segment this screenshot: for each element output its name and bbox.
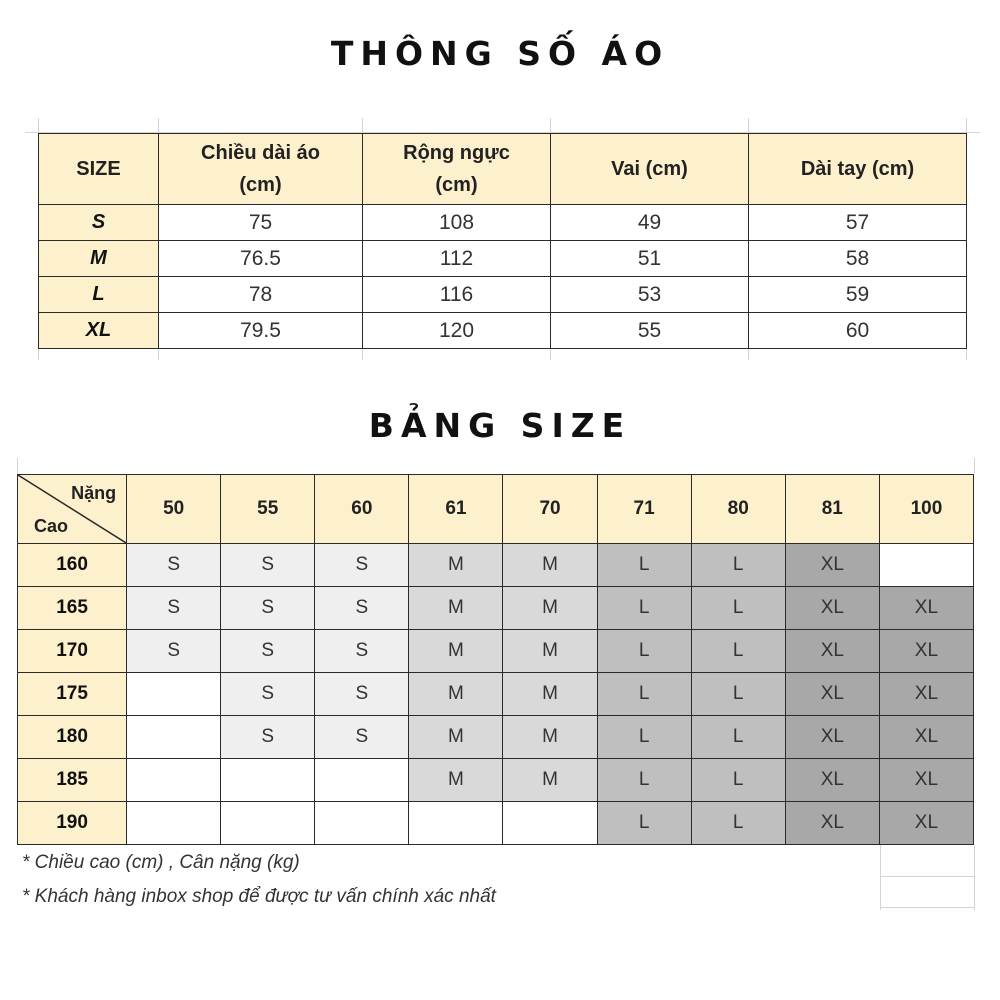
spec-size-label: M: [39, 241, 159, 277]
weight-header: 71: [597, 475, 691, 544]
size-row: [18, 544, 974, 587]
empty-cell: [127, 759, 221, 802]
size-cell: M: [409, 673, 503, 716]
size-cell: S: [221, 587, 315, 630]
size-cell: S: [315, 716, 409, 759]
size-row: [18, 716, 974, 759]
size-cell: XL: [785, 802, 879, 845]
empty-cell: [503, 802, 597, 845]
size-cell: L: [597, 544, 691, 587]
size-row: [18, 673, 974, 716]
size-cell: S: [221, 716, 315, 759]
note-units: * Chiều cao (cm) , Cân nặng (kg): [22, 852, 300, 873]
spec-row: [39, 241, 967, 277]
spec-header-size: SIZE: [39, 134, 159, 205]
weight-header: 70: [503, 475, 597, 544]
weight-header-row: [18, 475, 974, 544]
size-cell: M: [503, 759, 597, 802]
size-cell: L: [597, 759, 691, 802]
gridline: [880, 907, 975, 908]
size-cell: S: [221, 673, 315, 716]
size-chart-title: BẢNG SIZE: [368, 406, 632, 445]
spec-cell: 112: [363, 241, 551, 277]
height-label: 160: [18, 544, 127, 587]
empty-cell: [127, 802, 221, 845]
empty-cell: [879, 544, 973, 587]
spec-table: [38, 133, 967, 349]
spec-cell: 78: [159, 277, 363, 313]
spec-cell: 108: [363, 205, 551, 241]
size-cell: L: [691, 630, 785, 673]
size-cell: XL: [785, 544, 879, 587]
spec-cell: 75: [159, 205, 363, 241]
spec-cell: 55: [551, 313, 749, 349]
spec-row: [39, 313, 967, 349]
size-cell: M: [503, 544, 597, 587]
size-cell: L: [691, 544, 785, 587]
size-cell: L: [691, 587, 785, 630]
gridline: [974, 458, 975, 474]
corner-header: [18, 475, 127, 544]
weight-header: 80: [691, 475, 785, 544]
corner-height-label: Cao: [34, 516, 69, 536]
weight-header: 100: [879, 475, 973, 544]
height-label: 185: [18, 759, 127, 802]
size-cell: XL: [785, 587, 879, 630]
size-row: [18, 587, 974, 630]
size-cell: XL: [785, 673, 879, 716]
weight-header: 55: [221, 475, 315, 544]
height-label: 165: [18, 587, 127, 630]
note-contact: * Khách hàng inbox shop để được tư vấn chính xác nhất: [22, 886, 496, 907]
size-cell: L: [597, 716, 691, 759]
spec-header-length-label: Chiều dài áo (cm): [201, 142, 320, 196]
size-cell: S: [315, 544, 409, 587]
size-cell: L: [691, 759, 785, 802]
size-cell: S: [127, 587, 221, 630]
size-cell: L: [597, 802, 691, 845]
spec-cell: 59: [749, 277, 967, 313]
size-cell: XL: [879, 759, 973, 802]
size-cell: S: [127, 630, 221, 673]
size-cell: L: [597, 673, 691, 716]
size-cell: S: [315, 630, 409, 673]
spec-cell: 49: [551, 205, 749, 241]
empty-cell: [315, 802, 409, 845]
empty-cell: [127, 673, 221, 716]
spec-header-sleeve: Dài tay (cm): [749, 134, 967, 205]
spec-row: [39, 277, 967, 313]
spec-cell: 53: [551, 277, 749, 313]
size-cell: XL: [785, 759, 879, 802]
height-label: 180: [18, 716, 127, 759]
spec-header-chest: [363, 134, 551, 205]
spec-size-label: XL: [39, 313, 159, 349]
spec-cell: 76.5: [159, 241, 363, 277]
height-label: 175: [18, 673, 127, 716]
size-cell: M: [409, 544, 503, 587]
size-cell: S: [127, 544, 221, 587]
size-cell: XL: [785, 630, 879, 673]
size-cell: M: [409, 716, 503, 759]
empty-cell: [221, 802, 315, 845]
size-cell: M: [503, 716, 597, 759]
size-cell: M: [503, 587, 597, 630]
size-row: [18, 630, 974, 673]
size-cell: XL: [785, 716, 879, 759]
spec-cell: 120: [363, 313, 551, 349]
size-cell: M: [409, 587, 503, 630]
size-cell: L: [691, 716, 785, 759]
size-row: [18, 759, 974, 802]
spec-cell: 57: [749, 205, 967, 241]
empty-cell: [221, 759, 315, 802]
size-cell: XL: [879, 673, 973, 716]
size-cell: S: [221, 630, 315, 673]
spec-cell: 116: [363, 277, 551, 313]
empty-cell: [127, 716, 221, 759]
weight-header: 60: [315, 475, 409, 544]
gridline: [880, 845, 881, 910]
gridline: [974, 845, 975, 910]
spec-size-label: L: [39, 277, 159, 313]
size-cell: S: [315, 673, 409, 716]
spec-header-length: [159, 134, 363, 205]
size-cell: S: [315, 587, 409, 630]
size-cell: XL: [879, 716, 973, 759]
empty-cell: [315, 759, 409, 802]
spec-title: THÔNG SỐ ÁO: [330, 34, 670, 73]
weight-header: 61: [409, 475, 503, 544]
spec-header-chest-label: Rộng ngực (cm): [403, 142, 510, 196]
empty-cell: [409, 802, 503, 845]
spec-cell: 51: [551, 241, 749, 277]
spec-row: [39, 205, 967, 241]
corner-weight-label: Nặng: [71, 483, 117, 503]
spec-header-shoulder: Vai (cm): [551, 134, 749, 205]
size-cell: XL: [879, 587, 973, 630]
size-row: [18, 802, 974, 845]
size-cell: M: [503, 673, 597, 716]
size-cell: S: [221, 544, 315, 587]
size-cell: XL: [879, 802, 973, 845]
size-cell: M: [503, 630, 597, 673]
size-cell: XL: [879, 630, 973, 673]
spec-cell: 58: [749, 241, 967, 277]
height-label: 190: [18, 802, 127, 845]
weight-header: 81: [785, 475, 879, 544]
size-cell: L: [691, 802, 785, 845]
size-cell: L: [691, 673, 785, 716]
spec-header-row: [39, 134, 967, 205]
spec-cell: 79.5: [159, 313, 363, 349]
weight-header: 50: [127, 475, 221, 544]
gridline: [17, 458, 18, 474]
gridline: [880, 876, 975, 877]
size-cell: L: [597, 587, 691, 630]
spec-size-label: S: [39, 205, 159, 241]
size-cell: M: [409, 630, 503, 673]
spec-cell: 60: [749, 313, 967, 349]
size-chart-table: [17, 474, 974, 845]
size-cell: L: [597, 630, 691, 673]
height-label: 170: [18, 630, 127, 673]
size-cell: M: [409, 759, 503, 802]
